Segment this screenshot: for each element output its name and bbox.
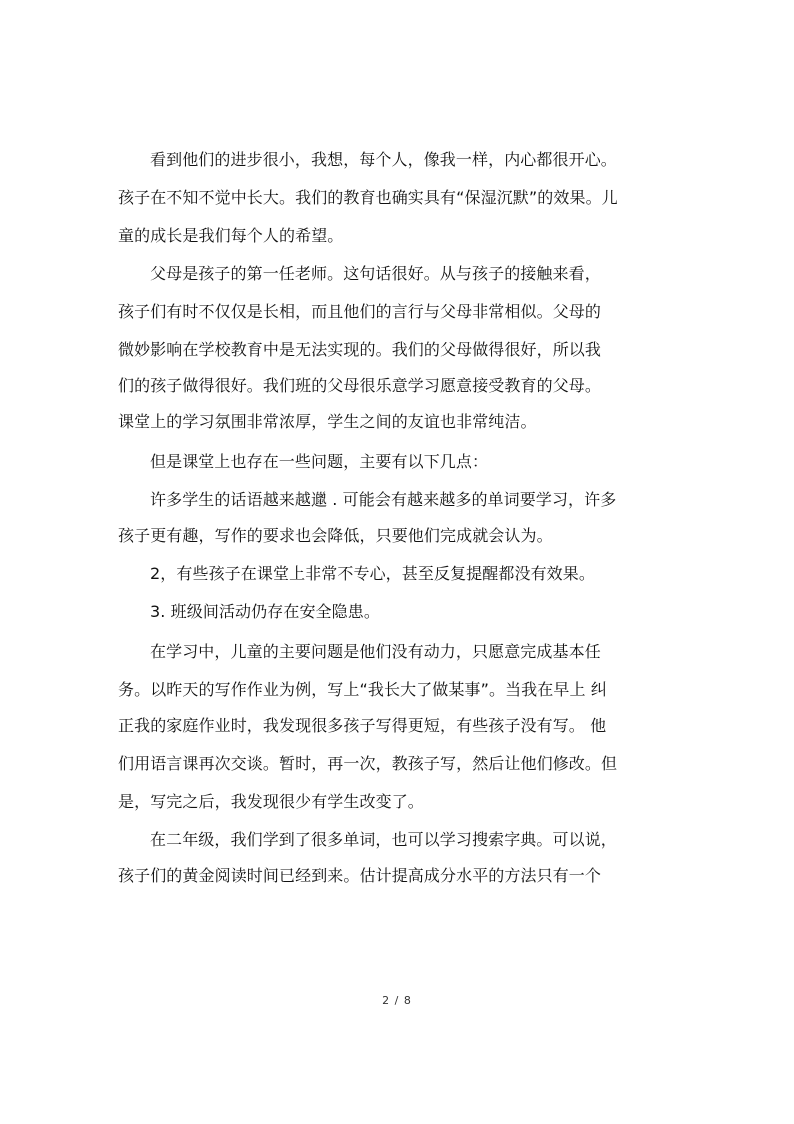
text-line: 孩子在不知不觉中长大。我们的教育也确实具有“保湿沉默”的效果。儿	[118, 188, 618, 207]
text-line: 务。以昨天的写作作业为例，写上“我长大了做某事”。当我在早上 纠	[118, 680, 607, 699]
text-line: 许多学生的话语越来越邋 . 可能会有越来越多的单词要学习，许多	[150, 490, 617, 509]
text-line: 看到他们的进步很小，我想，每个人，像我一样，内心都很开心。	[150, 150, 617, 169]
text-line: 童的成长是我们每个人的希望。	[118, 226, 344, 245]
text-line: 2，有些孩子在课堂上非常不专心，甚至反复提醒都没有效果。	[150, 564, 595, 583]
text-line: 在二年级，我们学到了很多单词，也可以学习搜索字典。可以说，	[150, 830, 617, 849]
text-line: 微妙影响在学校教育中是无法实现的。我们的父母做得很好，所以我	[118, 340, 602, 359]
text-line: 孩子们的黄金阅读时间已经到来。估计提高成分水平的方法只有一个	[118, 866, 602, 885]
text-line: 是，写完之后，我发现很少有学生改变了。	[118, 792, 424, 811]
text-line: 课堂上的学习氛围非常浓厚，学生之间的友谊也非常纯洁。	[118, 412, 537, 431]
page-number: 2 / 8	[382, 994, 412, 1007]
text-line: 孩子更有趣，写作的要求也会降低，只要他们完成就会认为。	[118, 526, 553, 545]
text-line: 但是课堂上也存在一些问题，主要有以下几点：	[150, 452, 489, 471]
text-line: 3. 班级间活动仍存在安全隐患。	[150, 602, 380, 621]
text-line: 父母是孩子的第一任老师。这句话很好。从与孩子的接触来看，	[150, 264, 601, 283]
text-line: 孩子们有时不仅仅是长相，而且他们的言行与父母非常相似。父母的	[118, 302, 602, 321]
text-line: 们的孩子做得很好。我们班的父母很乐意学习愿意接受教育的父母。	[118, 376, 602, 395]
text-line: 在学习中，儿童的主要问题是他们没有动力，只愿意完成基本任	[150, 642, 601, 661]
text-line: 正我的家庭作业时，我发现很多孩子写得更短，有些孩子没有写。 他	[118, 716, 607, 735]
text-line: 们用语言课再次交谈。暂时，再一次，教孩子写，然后让他们修改。但	[118, 754, 618, 773]
